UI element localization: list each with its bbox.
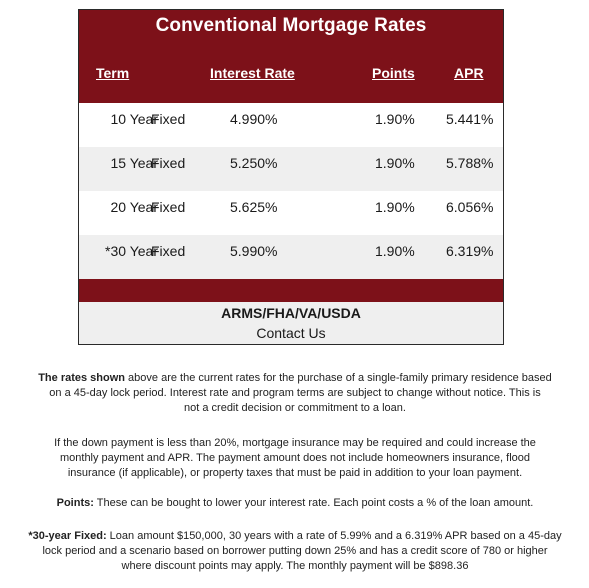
table-row xyxy=(79,235,503,279)
column-header-apr: APR xyxy=(454,65,484,81)
table-row xyxy=(79,103,503,147)
cell-points: 1.90% xyxy=(375,199,415,215)
down-payment-text: If the down payment is less than 20%, mortgage insurance may be required and could increase the xyxy=(54,437,536,449)
cell-term: 10 Year xyxy=(110,111,158,127)
example-text: Loan amount $150,000, 30 years with a rate of 5.99% and a 6.319% APR based on a 45-day xyxy=(106,530,562,542)
cell-apr: 6.319% xyxy=(446,243,494,259)
rates-disclaimer-text: not a credit decision or commitment to a loan. xyxy=(184,402,406,414)
table-row xyxy=(79,191,503,235)
contact-us-link[interactable]: Contact Us xyxy=(256,325,326,341)
cell-points: 1.90% xyxy=(375,243,415,259)
points-lead: Points: xyxy=(56,497,94,509)
cell-type: Fixed xyxy=(151,199,186,215)
example-text: where discount points may apply. The monthly payment will be $898.36 xyxy=(121,560,469,572)
column-header-points: Points xyxy=(372,65,415,81)
example-disclaimer xyxy=(6,529,584,574)
cell-term: 20 Year xyxy=(110,199,158,215)
table-row xyxy=(79,147,503,191)
rates-rows xyxy=(79,103,503,279)
cell-type: Fixed xyxy=(151,243,186,259)
cell-points: 1.90% xyxy=(375,155,415,171)
rates-disclaimer-lead: The rates shown xyxy=(38,372,125,384)
cell-interest-rate: 5.990% xyxy=(230,243,278,259)
table-footer xyxy=(79,302,503,345)
down-payment-text: monthly payment and APR. The payment amount does not include homeowners insurance, flood xyxy=(59,452,531,464)
points-disclaimer xyxy=(6,496,584,511)
cell-interest-rate: 4.990% xyxy=(230,111,278,127)
cell-interest-rate: 5.625% xyxy=(230,199,278,215)
cell-apr: 5.441% xyxy=(446,111,494,127)
down-payment-text: insurance (if applicable), or property taxes that must be paid in addition to your loan payment. xyxy=(67,467,523,479)
table-title: Conventional Mortgage Rates xyxy=(155,15,427,36)
example-text: lock period and a scenario based on borrower putting down 25% and has a credit score of 780 or higher xyxy=(42,545,548,557)
column-header-term: Term xyxy=(96,65,130,81)
cell-term: *30 Year xyxy=(105,243,158,259)
column-header-interest-rate: Interest Rate xyxy=(210,65,295,81)
rates-disclaimer xyxy=(6,371,584,416)
cell-points: 1.90% xyxy=(375,111,415,127)
rates-disclaimer-text: above are the current rates for the purchase of a single-family primary residence based xyxy=(125,372,552,384)
rates-disclaimer-text: on a 45-day lock period. Interest rate and program terms are subject to change without notice. This is xyxy=(49,387,541,399)
cell-type: Fixed xyxy=(151,111,186,127)
cell-apr: 5.788% xyxy=(446,155,494,171)
rates-table xyxy=(78,9,504,345)
cell-type: Fixed xyxy=(151,155,186,171)
loan-programs-label: ARMS/FHA/VA/USDA xyxy=(221,305,361,321)
down-payment-disclaimer xyxy=(6,436,584,481)
cell-interest-rate: 5.250% xyxy=(230,155,278,171)
divider-band xyxy=(79,279,503,302)
points-text: These can be bought to lower your interest rate. Each point costs a % of the loan amount. xyxy=(93,497,534,509)
example-lead: *30-year Fixed: xyxy=(28,530,107,542)
rates-header xyxy=(79,10,503,103)
cell-term: 15 Year xyxy=(110,155,158,171)
cell-apr: 6.056% xyxy=(446,199,494,215)
